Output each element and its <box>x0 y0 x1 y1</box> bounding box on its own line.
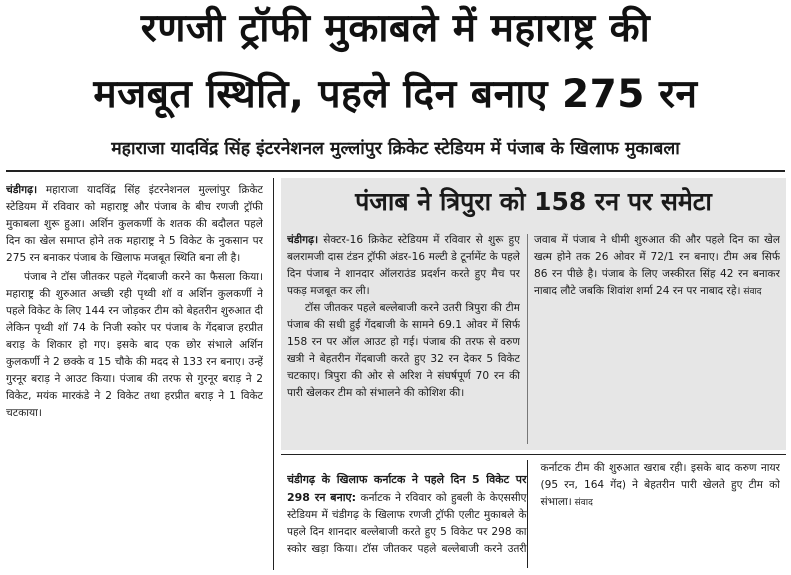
story2-headline: पंजाब ने त्रिपुरा को 158 रन पर समेटा <box>355 187 712 216</box>
story3-column-divider <box>527 460 528 568</box>
story2-column-divider <box>527 234 528 444</box>
column-divider <box>273 178 274 570</box>
story2-paragraph-3 <box>534 232 780 301</box>
story2-text-1: सेक्टर-16 क्रिकेट स्टेडियम में रविवार से शुरू हुए बलरामजी दास टंडन ट्रॉफी अंडर-16 मल्टी डे टूर्नामेंट के पहले दिन पंजाब ने शानदार ऑलराउंड प्रदर्शन करते हुए मैच पर पकड़ मजबूत कर ली। <box>287 234 520 297</box>
divider-top <box>6 170 785 172</box>
story3-kicker: चंडीगढ़ के खिलाफ कर्नाटक ने पहले दिन 5 विकेट पर 298 रन बनाए: <box>287 472 527 504</box>
story3-credit: संवाद <box>571 498 593 508</box>
story2-dateline: चंडीगढ़। <box>287 234 319 246</box>
story2-credit: संवाद <box>740 287 762 297</box>
story3-paragraph <box>287 460 780 570</box>
sub-headline: महाराजा यादविंद्र सिंह इंटरनेशनल मुल्लांपुर क्रिकेट स्टेडियम में पंजाब के खिलाफ मुकाबला <box>111 139 680 159</box>
story-maharashtra-body <box>6 182 263 570</box>
story2-text-3: जवाब में पंजाब ने धीमी शुरुआत की और पहले दिन का खेल खत्म होने तक 26 ओवर में 72/1 रन बनाए। टीम अब सिर्फ 86 रन पीछे है। पंजाब के लिए जस्कीरत सिंह 42 रन बनाकर नाबाद लौटे जबकि शिवांश शर्मा 24 रन पर नाबाद रहे। <box>534 234 780 297</box>
main-headline-line-2: मजबूत स्थिति, पहले दिन बनाए 275 रन <box>93 72 698 117</box>
story2-column-2 <box>534 232 780 444</box>
story1-paragraph-1 <box>6 182 263 267</box>
story2-paragraph-2: टॉस जीतकर पहले बल्लेबाजी करने उतरी त्रिपुरा की टीम पंजाब की सधी हुई गेंदबाजी के सामने 69.1 ओवर में सिर्फ 158 रन पर ऑल आउट हो गई। पंजाब की तरफ से वरुण खत्री ने बेहतरीन गेंदबाजी करते हुए 32 रन देकर 5 विकेट चटकाए। त्रिपुरा की ओर से अरिश ने संघर्षपूर्ण 70 रन की पारी खेलकर टीम को संभालने की कोशिश की। <box>287 302 520 399</box>
story3-text: कर्नाटक ने रविवार को हुबली के केएससीए स्टेडियम में चंडीगढ़ के खिलाफ रणजी ट्रॉफी एलीट मुकाबले के पहले दिन शानदार बल्लेबाजी करते हुए 5 विकेट पर 298 का स्कोर खड़ा किया। टॉस जीतकर पहले बल्लेबाजी करने उतरी कर्नाटक टीम की शुरुआत खराब रही। इसके बाद करुण नायर (95 रन, 164 गेंद) ने बेहतरीन पारी खेलते हुए टीम को संभाला। <box>287 462 780 555</box>
story2-paragraph-1 <box>287 232 520 300</box>
story1-text-1: महाराजा यादविंद्र सिंह इंटरनेशनल मुल्लांपुर क्रिकेट स्टेडियम में रविवार को महाराष्ट्र और पंजाब के बीच रणजी ट्रॉफी मुकाबला शुरू हुआ। अर्शिन कुलकर्णी के शतक की बदौलत पहले दिन का खेल समाप्त होने तक महाराष्ट्र ने 5 विकेट के नुकसान पर 275 रन बनाकर पंजाब के खिलाफ मजबूत स्थिति बना ली है। <box>6 184 263 264</box>
story3-flow <box>287 460 780 570</box>
story2-column-1 <box>287 232 520 444</box>
story1-dateline: चंडीगढ़। <box>6 184 38 196</box>
main-headline-line-1: रणजी ट्रॉफी मुकाबले में महाराष्ट्र की <box>140 6 651 51</box>
story1-paragraph-2: पंजाब ने टॉस जीतकर पहले गेंदबाजी करने का फैसला किया। महाराष्ट्र की शुरुआत अच्छी रही पृथ्वी शॉ व अर्शिन कुलकर्णी ने पहले विकेट के लिए 144 रन जोड़कर टीम को बेहतरीन शुरुआत दी लेकिन पृथ्वी शॉ 74 के निजी स्कोर पर पंजाब के गेंदबाज हरप्रीत बराड़ के शिकार हो गए। इसके बाद एक छोर संभाले अर्शिन कुलकर्णी ने 2 छक्के व 15 चौके की मदद से 133 रन बनाए। उन्हें गुरनूर बराड़ ने आउट किया। पंजाब की तरफ से गुरनूर बराड़ ने 2 विकेट, मयंक मारकंडे ने 2 विकेट तथा हरप्रीत बराड़ ने 1 विकेट चटकाया। <box>6 271 263 419</box>
divider-lower <box>281 454 786 455</box>
